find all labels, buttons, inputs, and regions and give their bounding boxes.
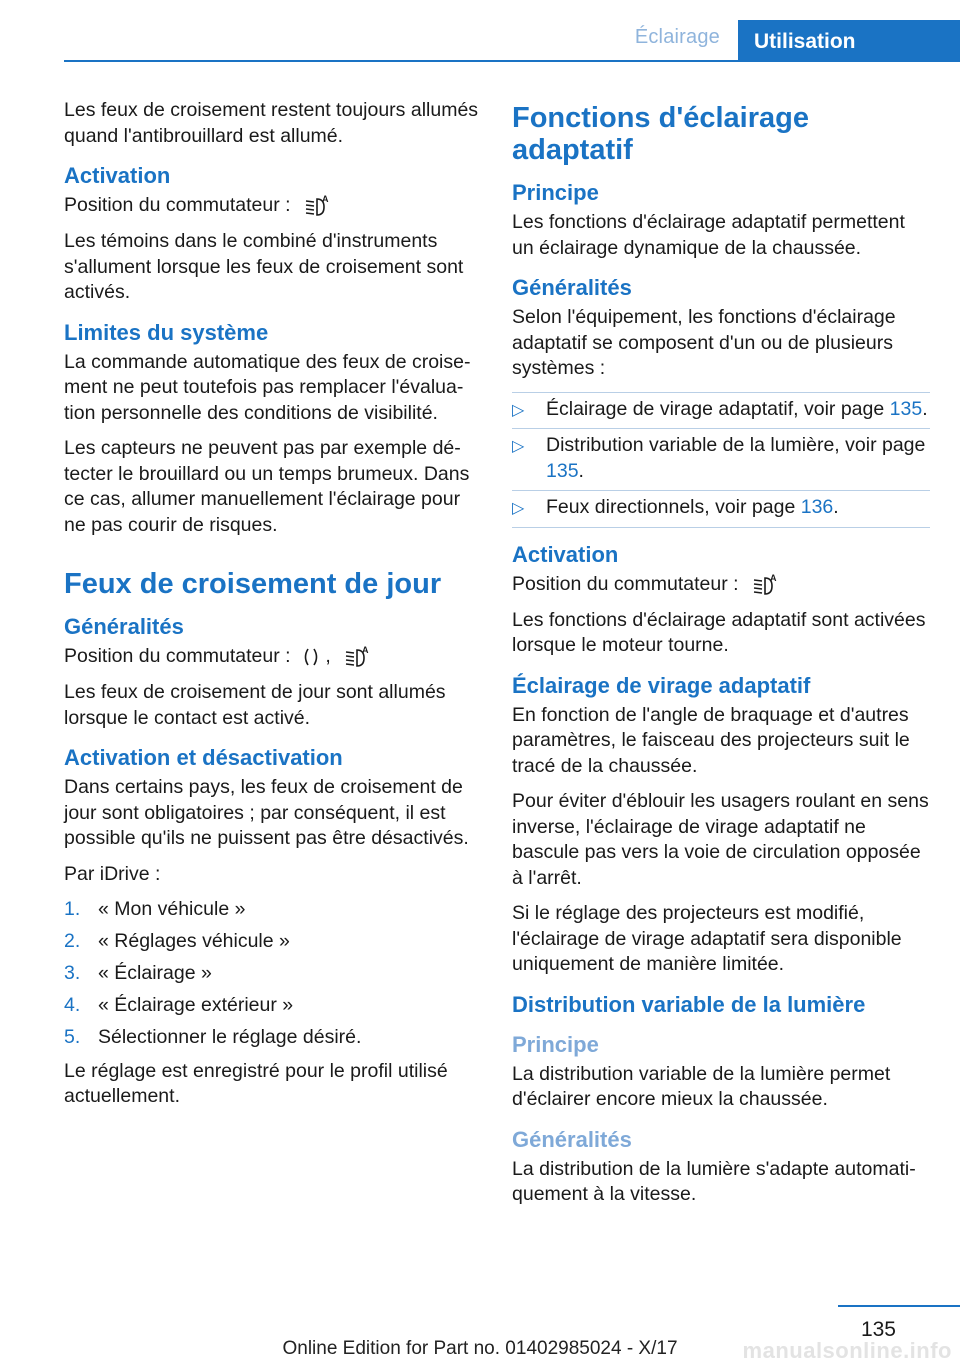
left-column <box>64 98 484 1120</box>
auto-headlight-icon <box>302 193 332 219</box>
list-item <box>64 993 484 1019</box>
activation-deactivation-text: Dans certains pays, les feux de croisement de jour sont obligatoires ; par conséquent, il est possible qu'ils ne puissent pas être désactivés. <box>64 776 469 849</box>
auto-headlight-icon <box>750 572 780 598</box>
adaptive-curve-paragraph-3: Si le réglage des projecteurs est modifié, l'éclairage de virage adaptatif sera disponible uniquement de manière limitée. <box>512 902 902 975</box>
idrive-steps <box>64 897 484 1051</box>
activation-heading: Activation <box>64 163 171 188</box>
page-link[interactable]: 135 <box>546 459 579 482</box>
list-item-end: . <box>922 397 928 420</box>
principle-heading: Principe <box>512 180 599 205</box>
step-number: 1. <box>64 898 81 920</box>
step-number: 3. <box>64 962 81 984</box>
adaptive-curve-paragraph-2: Pour éviter d'éblouir les usagers roulant en sens inverse, l'éclairage de virage adaptatif ne bascule pas vers la voie de circulation opposée à l'arrêt. <box>512 790 929 889</box>
principle-text: Les fonctions d'éclairage adaptatif permettent un éclairage dynamique de la chaussée. <box>512 211 905 259</box>
list-item <box>64 897 484 923</box>
svg-text:A: A <box>362 645 369 655</box>
list-item-text: Distribution variable de la lumière, voir page <box>546 434 926 456</box>
step-text: « Réglages véhicule » <box>98 930 290 952</box>
limits-heading: Limites du système <box>64 319 269 345</box>
page-link[interactable]: 135 <box>889 397 923 420</box>
step-text: « Éclairage » <box>98 962 212 984</box>
right-activation-position <box>512 572 930 598</box>
list-item-end: . <box>833 496 839 518</box>
list-item-text: Éclairage de virage adaptatif, voir page <box>546 397 885 420</box>
list-item-end: . <box>578 459 584 482</box>
idrive-label: Par iDrive : <box>64 862 161 885</box>
daytime-generalities-heading: Généralités <box>64 614 184 639</box>
variable-distribution-heading: Distribution variable de la lumière <box>512 991 866 1017</box>
list-item <box>512 392 930 430</box>
watermark: manualsonline.info <box>742 1338 952 1363</box>
right-column <box>512 98 930 1218</box>
adaptive-curve-paragraph-1: En fonction de l'angle de braquage et d'autres paramètres, le faisceau des projecteurs suit le tracé de la chaussée. <box>512 703 910 777</box>
daytime-position-label: Position du commutateur : <box>64 645 291 668</box>
adaptive-lighting-title: Fonctions d'éclairage adaptatif <box>512 102 809 166</box>
activation-position <box>64 193 484 219</box>
activation-position-label: Position du commutateur : <box>64 194 291 217</box>
header-chapter-tab: Utilisation <box>738 20 960 62</box>
activation-deactivation-heading: Activation et désactivation <box>64 745 343 770</box>
list-item <box>512 429 930 491</box>
adaptive-curve-heading: Éclairage de virage adaptatif <box>512 672 811 698</box>
header-section-title: Éclairage <box>634 26 720 48</box>
step-number: 5. <box>64 1026 81 1048</box>
bullet-triangle-icon: ▷ <box>512 500 525 517</box>
auto-headlight-icon <box>342 644 372 670</box>
online-edition-text: Online Edition for Part no. 01402985024 - X/17 <box>282 1338 678 1359</box>
daytime-lights-title: Feux de croisement de jour <box>64 568 442 600</box>
setting-saved-text: Le réglage est enregistré pour le profil utilisé actuellement. <box>64 1059 448 1107</box>
daytime-text: Les feux de croisement de jour sont allumés lorsque le contact est activé. <box>64 681 446 729</box>
parking-light-icon <box>302 644 320 670</box>
bullet-triangle-icon: ▷ <box>512 438 525 455</box>
daytime-position-separator: , <box>325 645 331 668</box>
variable-principle-text: La distribution variable de la lumière permet d'éclairer encore mieux la chaussée. <box>512 1062 891 1110</box>
page-number: 135 <box>860 1318 896 1341</box>
list-item-text: Feux directionnels, voir page <box>546 496 796 518</box>
svg-text:A: A <box>321 194 329 204</box>
variable-generalities-heading: Généralités <box>512 1126 632 1152</box>
generalities-heading: Généralités <box>512 275 632 300</box>
step-text: « Éclairage extérieur » <box>98 994 294 1016</box>
activation-text: Les témoins dans le combiné d'instruments s'allument lorsque les feux de croisement sont activés. <box>64 230 464 303</box>
limits-paragraph-2: Les capteurs ne peuvent pas par exemple détecter le brouillard ou un temps brumeux. Dans ce cas, allumer manuellement l'éclairage pour ne pas courir de risques. <box>64 437 470 536</box>
step-text: Sélectionner le réglage désiré. <box>98 1026 362 1048</box>
page-header <box>0 0 960 62</box>
header-rule <box>64 60 960 62</box>
right-activation-heading: Activation <box>512 541 619 567</box>
step-number: 4. <box>64 994 81 1016</box>
list-item <box>64 961 484 987</box>
daytime-position <box>64 644 484 670</box>
variable-principle-heading: Principe <box>512 1031 599 1057</box>
list-item <box>64 929 484 955</box>
page-link[interactable]: 136 <box>800 496 834 518</box>
intro-paragraph: Les feux de croisement restent toujours allumés quand l'antibrouillard est allumé. <box>64 99 479 147</box>
variable-generalities-text: La distribution de la lumière s'adapte automatiquement à la vitesse. <box>512 1157 916 1205</box>
step-text: « Mon véhicule » <box>98 898 246 920</box>
footer-rule <box>838 1305 960 1307</box>
systems-list <box>512 392 930 528</box>
generalities-text: Selon l'équipement, les fonctions d'éclairage adaptatif se composent d'un ou de plusieurs systèmes : <box>512 306 896 379</box>
bullet-triangle-icon: ▷ <box>512 401 525 419</box>
svg-text:A: A <box>769 572 777 583</box>
right-activation-position-label: Position du commutateur : <box>512 572 739 595</box>
right-activation-text: Les fonctions d'éclairage adaptatif sont activées lorsque le moteur tourne. <box>512 608 926 656</box>
step-number: 2. <box>64 930 81 952</box>
list-item <box>64 1025 484 1051</box>
page-footer <box>0 1300 960 1362</box>
list-item <box>512 491 930 528</box>
limits-paragraph-1: La commande automatique des feux de croisement ne peut toutefois pas remplacer l'évaluation personnelle des conditions de visibilité. <box>64 350 471 424</box>
